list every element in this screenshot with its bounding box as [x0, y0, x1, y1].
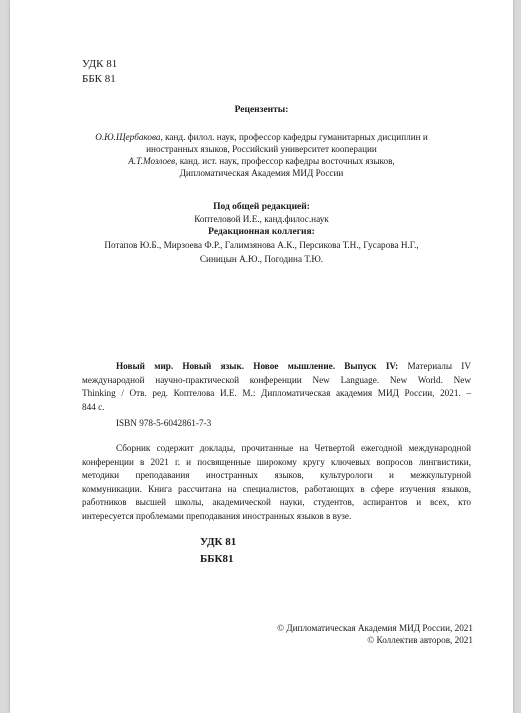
bbk-code: ББК 81 [82, 73, 116, 85]
citation-title: Новый мир. Новый язык. Новое мышление. Выпуск IV: [116, 361, 399, 371]
udk-code: УДК 81 [82, 58, 118, 70]
reviewer-2-line-1 [10, 155, 513, 167]
citation-line-2: международной научно-практической конференции New Language. New World. New [82, 374, 471, 385]
reviewer-2-name: А.Т.Мозлоев [128, 156, 176, 166]
footer-udk-code: УДК 81 [200, 536, 237, 548]
general-editor-name: Коптеловой И.Е., канд.филос.наук [194, 214, 329, 224]
isbn: ISBN 978-5-6042861-7-3 [116, 418, 212, 428]
annotation-line-1: Сборник содержит доклады, прочитанные на Четвертой ежегодной международной [116, 443, 471, 453]
bibliographic-citation [82, 360, 471, 414]
copyright-authors: © Коллектив авторов, 2021 [367, 635, 473, 645]
reviewer-1-line-1 [10, 131, 513, 143]
reviewer-1-name: О.Ю.Щербакова [95, 132, 161, 142]
reviewer-2-details: , канд. ист. наук, профессор кафедры восточных языков, [175, 156, 395, 166]
document-page [10, 0, 513, 713]
reviewers-heading: Рецензенты: [234, 105, 289, 115]
citation-line-3: Thinking / Отв. ред. Коптелова И.Е. М.: Дипломатическая академия МИД России, 2021. – [82, 388, 471, 398]
general-editor-heading: Под общей редакцией: [213, 202, 310, 212]
reviewer-1-details: , канд. филол. наук, профессор кафедры гуманитарных дисциплин и [160, 132, 428, 142]
editorial-board-line-2: Синицын А.Ю., Погодина Т.Ю. [199, 254, 324, 264]
annotation-paragraph [82, 442, 471, 523]
annotation-line-4: коммуникации. Книга рассчитана на специалистов, работающих в сфере изучения языков, [82, 483, 471, 494]
footer-classification-codes [200, 534, 236, 568]
annotation-line-6: интересуется проблемами преподавания иностранных языков в вузе. [82, 510, 352, 521]
annotation-line-3: методики преподавания иностранных языков, культурологи и межкультурной [82, 470, 471, 480]
citation-line-1-rest: Материалы IV [398, 361, 471, 371]
citation-line-1 [82, 360, 471, 374]
editorial-board-line-1: Потапов Ю.Б., Мирзоева Ф.Р., Галимзянова А.К., Персикова Т.Н., Гусарова Н.Г., [104, 240, 419, 250]
copyright-academy: © Дипломатическая Академия МИД России, 2021 [277, 623, 473, 633]
annotation-line-2: конференции в 2021 г. и посвященные широкому кругу ключевых вопросов лингвистики, [82, 456, 471, 467]
footer-bbk-code: ББК81 [200, 553, 234, 565]
citation-line-4: 844 с. [82, 401, 105, 412]
reviewer-2-line-2: Дипломатическая Академия МИД России [179, 168, 344, 178]
annotation-line-5: работников высшей школы, академической науки, студентов, аспирантов и всех, кто [82, 497, 471, 507]
classification-codes [82, 57, 117, 87]
reviewer-1-line-2: иностранных языков, Российский университет кооперации [146, 144, 377, 154]
editorial-board-heading: Редакционная коллегия: [208, 227, 315, 237]
